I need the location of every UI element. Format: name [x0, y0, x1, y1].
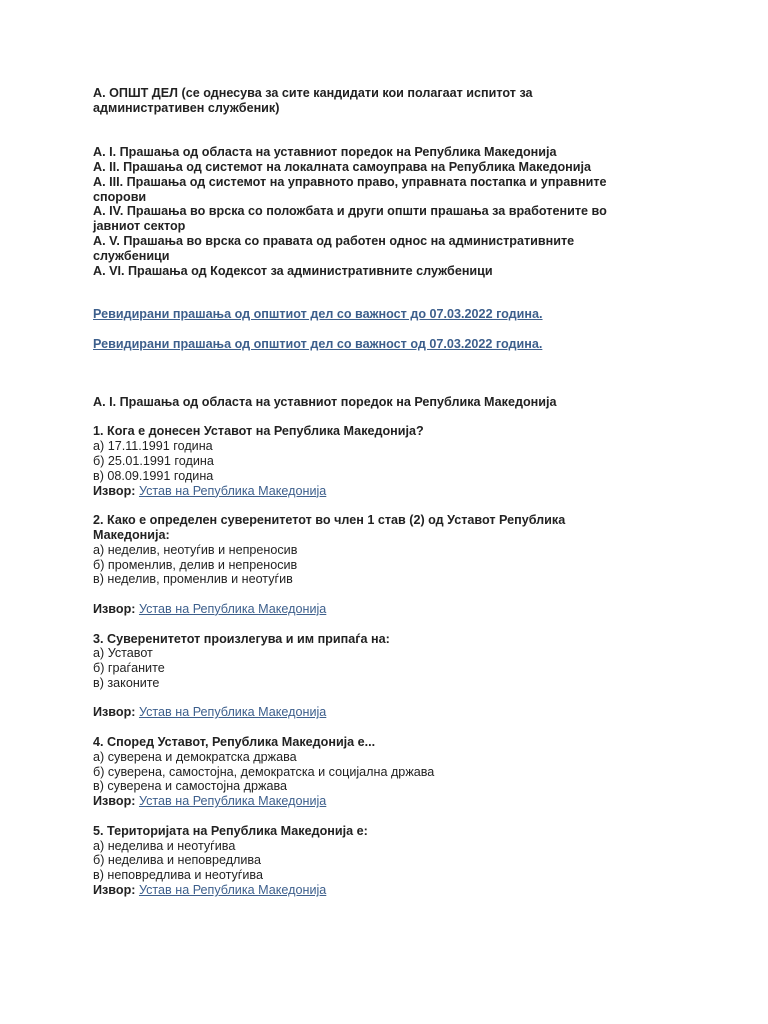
question-text: 5. Територијата на Република Македонија е:	[93, 823, 368, 838]
question-text: 2. Како е определен суверенитетот во член 1 став (2) од Уставот Република Македонија:	[93, 513, 566, 542]
source-label: Извор:	[93, 794, 136, 809]
source-line	[93, 883, 663, 898]
answer-option: а) суверена и демократска држава	[93, 749, 297, 764]
source-line	[93, 602, 663, 617]
answer-option: б) суверена, самостојна, демократска и социјална држава	[93, 764, 435, 779]
section-heading: А. I. Прашања од областа на уставниот поредок на Република Македонија	[93, 394, 557, 409]
question-text: 3. Суверенитетот произлегува и им припаѓа на:	[93, 631, 390, 646]
answer-option: а) неделива и неотуѓива	[93, 838, 236, 853]
answer-option: б) граѓаните	[93, 661, 165, 676]
source-line	[93, 705, 663, 720]
answer-option: в) неделив, променлив и неотуѓив	[93, 572, 293, 587]
answer-option: б) променлив, делив и непреносив	[93, 557, 298, 572]
section-list	[93, 145, 653, 278]
question-5	[93, 824, 663, 898]
section-a4: А. IV. Прашања во врска со положбата и други општи прашања за вработените во јавниот сектор	[93, 204, 607, 234]
source-label: Извор:	[93, 483, 136, 498]
revised-until-link[interactable]: Ревидирани прашања од општиот дел со важност до 07.03.2022 година.	[93, 307, 543, 322]
question-2	[93, 513, 663, 617]
answer-option: в) неповредлива и неотуѓива	[93, 868, 263, 883]
section-a1: А. I. Прашања од областа на уставниот поредок на Република Македонија	[93, 145, 557, 160]
section-a2: А. II. Прашања од системот на локалната самоуправа на Република Македонија	[93, 159, 591, 174]
answer-option: в) 08.09.1991 година	[93, 468, 214, 483]
answer-option: в) законите	[93, 675, 160, 690]
answer-option: б) неделива и неповредлива	[93, 853, 261, 868]
section-a3: А. III. Прашања од системот на управното право, управната постапка и управните спорови	[93, 174, 607, 204]
section-a5: А. V. Прашања во врска со правата од работен однос на административните службеници	[93, 233, 575, 263]
source-label: Извор:	[93, 601, 136, 616]
source-link[interactable]: Устав на Република Македонија	[138, 705, 327, 720]
answer-option: в) суверена и самостојна држава	[93, 779, 288, 794]
source-line	[93, 794, 663, 809]
question-1	[93, 424, 663, 498]
source-link[interactable]: Устав на Република Македонија	[138, 483, 327, 498]
source-link[interactable]: Устав на Република Македонија	[138, 883, 327, 898]
revised-from-link[interactable]: Ревидирани прашања од општиот дел со важност од 07.03.2022 година.	[93, 336, 543, 351]
answer-option: а) 17.11.1991 година	[93, 439, 213, 454]
question-text: 1. Кога е донесен Уставот на Република Македонија?	[93, 424, 424, 439]
source-label: Извор:	[93, 705, 136, 720]
question-text: 4. Според Уставот, Република Македонија е...	[93, 735, 376, 750]
question-3	[93, 632, 663, 721]
source-line	[93, 484, 663, 499]
answer-option: а) Уставот	[93, 646, 153, 661]
answer-option: а) неделив, неотуѓив и непреносив	[93, 542, 298, 557]
document-page	[93, 86, 663, 898]
source-link[interactable]: Устав на Република Македонија	[138, 794, 327, 809]
intro-title: А. ОПШТ ДЕЛ (се однесува за сите кандидати кои полагаат испитот за административен службеник)	[93, 86, 533, 115]
source-label: Извор:	[93, 883, 136, 898]
section-a6: А. VI. Прашања од Кодексот за административните службеници	[93, 263, 493, 278]
source-link[interactable]: Устав на Република Македонија	[138, 601, 327, 616]
question-4	[93, 735, 663, 809]
answer-option: б) 25.01.1991 година	[93, 453, 214, 468]
